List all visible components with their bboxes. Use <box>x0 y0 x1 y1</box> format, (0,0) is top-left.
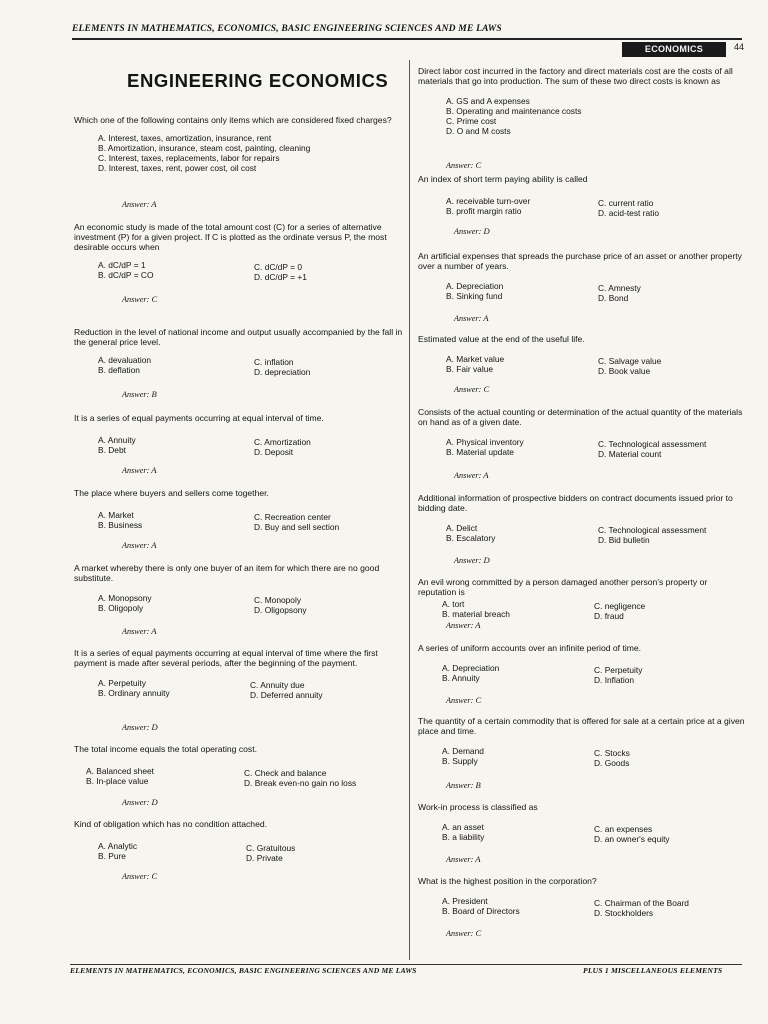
option: A. Demand <box>442 746 484 756</box>
options-list <box>98 510 404 534</box>
answer <box>122 465 157 476</box>
answer <box>122 626 157 637</box>
option: A. Delict <box>446 523 478 533</box>
answer-label: Answer: <box>446 855 474 864</box>
answer <box>454 226 490 237</box>
answer <box>446 854 481 865</box>
option: D. Goods <box>594 758 630 768</box>
question-text: It is a series of equal payments occurring at equal interval of time where the first payment is made after several periods, after the beginning of the payment. <box>74 648 378 668</box>
options-list <box>98 435 404 459</box>
question-block <box>418 251 746 323</box>
option: D. O and M costs <box>446 126 511 136</box>
question-block <box>74 819 404 881</box>
option: D. Interest, taxes, rent, power cost, oil cost <box>98 163 257 173</box>
option: C. Technological assessment <box>598 525 707 535</box>
option: C. Stocks <box>594 748 630 758</box>
answer-value: A <box>475 620 481 630</box>
option: B. Pure <box>98 851 126 861</box>
options-list <box>98 841 404 865</box>
question-text: Work-in process is classified as <box>418 802 538 812</box>
option: D. Break even-no gain no loss <box>244 778 357 788</box>
question-text: An economic study is made of the total amount cost (C) for a series of alternative investment (P) for a given project. If C is plotted as the ordinate versus P, the most desirable occurs when <box>74 222 387 252</box>
answer <box>122 294 157 305</box>
answer-value: D <box>483 226 490 236</box>
answer-label: Answer: <box>454 556 482 565</box>
option: D. Oligopsony <box>254 605 307 615</box>
option: D. Bid bulletin <box>598 535 650 545</box>
option: C. Chairman of the Board <box>594 898 689 908</box>
answer-value: C <box>475 160 482 170</box>
question-block <box>74 327 404 399</box>
option: D. Deposit <box>254 447 294 457</box>
options-list <box>98 260 404 284</box>
option: B. Board of Directors <box>442 906 520 916</box>
option: C. current ratio <box>598 198 654 208</box>
question-block <box>74 488 404 550</box>
option: C. Gratuitous <box>246 843 296 853</box>
option: C. Monopoly <box>254 595 302 605</box>
footer-right: PLUS 1 MISCELLANEOUS ELEMENTS <box>583 966 723 975</box>
question-block <box>418 66 746 170</box>
option: B. Sinking fund <box>446 291 503 301</box>
option: D. Private <box>246 853 283 863</box>
answer-value: C <box>475 695 482 705</box>
option: C. Perpetuity <box>594 665 643 675</box>
question-text: Reduction in the level of national income and output usually accompanied by the fall in the general price level. <box>74 327 403 347</box>
option: D. acid-test ratio <box>598 208 659 218</box>
option: B. a liability <box>442 832 485 842</box>
option: B. Ordinary annuity <box>98 688 170 698</box>
option: A. Perpetuity <box>98 678 146 688</box>
option: B. Fair value <box>446 364 494 374</box>
answer-label: Answer: <box>454 227 482 236</box>
option: D. dC/dP = +1 <box>254 272 307 282</box>
answer <box>122 389 157 400</box>
answer <box>446 620 481 631</box>
answer <box>454 313 489 324</box>
page-number: 44 <box>734 42 745 52</box>
answer-label: Answer: <box>454 385 482 394</box>
question-text: Consists of the actual counting or determination of the actual quantity of the materials on hand as of a given date. <box>418 407 743 427</box>
option: C. inflation <box>254 357 294 367</box>
answer-label: Answer: <box>446 161 474 170</box>
option: A. Interest, taxes, amortization, insurance, rent <box>98 133 272 143</box>
option: D. fraud <box>594 611 624 621</box>
question-block <box>418 407 746 480</box>
answer-label: Answer: <box>122 798 150 807</box>
answer <box>446 928 481 939</box>
answer-value: D <box>483 555 490 565</box>
option: A. Annuity <box>98 435 136 445</box>
option: A. an asset <box>442 822 484 832</box>
question-text: An index of short term paying ability is called <box>418 174 588 184</box>
option: C. Recreation center <box>254 512 331 522</box>
answer-value: B <box>475 780 481 790</box>
option: C. Check and balance <box>244 768 327 778</box>
options-list <box>446 354 746 378</box>
header-rule <box>72 38 742 40</box>
option: B. Material update <box>446 447 514 457</box>
question-text: Additional information of prospective bidders on contract documents issued prior to bidding date. <box>418 493 733 513</box>
option: D. Material count <box>598 449 662 459</box>
options-list <box>442 746 746 770</box>
answer <box>122 871 157 882</box>
question-text: An evil wrong committed by a person damaged another person's property or reputation is <box>418 577 708 597</box>
answer-value: A <box>151 540 157 550</box>
question-block <box>418 643 746 705</box>
answer <box>446 780 481 791</box>
answer-value: C <box>151 871 158 881</box>
question-block <box>418 493 746 565</box>
option: B. Oligopoly <box>98 603 144 613</box>
footer-rule <box>70 964 742 965</box>
option: A. Market value <box>446 354 505 364</box>
option: C. negligence <box>594 601 646 611</box>
running-header: ELEMENTS IN MATHEMATICS, ECONOMICS, BASIC ENGINEERING SCIENCES AND ME LAWS <box>72 24 502 34</box>
options-list <box>442 822 746 846</box>
question-block <box>74 744 404 807</box>
option: B. In-place value <box>86 776 149 786</box>
option: A. Balanced sheet <box>86 766 154 776</box>
option: C. Interest, taxes, replacements, labor for repairs <box>98 153 280 163</box>
footer-left: ELEMENTS IN MATHEMATICS, ECONOMICS, BASIC ENGINEERING SCIENCES AND ME LAWS <box>70 966 417 975</box>
option: B. Escalatory <box>446 533 496 543</box>
answer-value: A <box>475 854 481 864</box>
option: C. Amnesty <box>598 283 641 293</box>
question-block <box>418 334 746 394</box>
question-text: Direct labor cost incurred in the factory and direct materials cost are the costs of all materials that go into production. The sum of these two direct costs is known as <box>418 66 733 86</box>
answer-value: A <box>483 313 489 323</box>
answer-value: A <box>151 199 157 209</box>
page-title: ENGINEERING ECONOMICS <box>127 70 389 91</box>
answer-label: Answer: <box>446 781 474 790</box>
option: C. Annuity due <box>250 680 305 690</box>
answer-label: Answer: <box>454 471 482 480</box>
answer <box>454 384 489 395</box>
options-list <box>98 678 404 702</box>
question-block <box>74 413 404 475</box>
options-list <box>442 599 746 623</box>
option: A. Monopsony <box>98 593 152 603</box>
option: C. Amortization <box>254 437 311 447</box>
options-list <box>446 437 746 461</box>
answer <box>122 797 158 808</box>
option: B. Business <box>98 520 143 530</box>
option: A. receivable turn-over <box>446 196 531 206</box>
option: A. Depreciation <box>442 663 500 673</box>
option: D. an owner's equity <box>594 834 670 844</box>
answer <box>454 555 490 566</box>
option: B. Supply <box>442 756 478 766</box>
answer <box>446 695 481 706</box>
answer-value: B <box>151 389 157 399</box>
answer-value: C <box>151 294 158 304</box>
option: A. dC/dP = 1 <box>98 260 146 270</box>
question-text: A series of uniform accounts over an infinite period of time. <box>418 643 642 653</box>
answer-label: Answer: <box>122 627 150 636</box>
option: B. Amortization, insurance, steam cost, painting, cleaning <box>98 143 311 153</box>
option: C. Prime cost <box>446 116 497 126</box>
option: B. material breach <box>442 609 510 619</box>
question-text: The total income equals the total operating cost. <box>74 744 257 754</box>
question-text: Which one of the following contains only items which are considered fixed charges? <box>74 115 392 125</box>
answer-label: Answer: <box>122 295 150 304</box>
option: D. Inflation <box>594 675 635 685</box>
options-list <box>442 896 746 920</box>
options-list <box>98 133 404 177</box>
option: D. Stockholders <box>594 908 654 918</box>
question-block <box>74 648 404 732</box>
answer-value: A <box>151 626 157 636</box>
option: A. Physical inventory <box>446 437 524 447</box>
option: A. Analytic <box>98 841 138 851</box>
answer-label: Answer: <box>446 621 474 630</box>
option: D. Bond <box>598 293 629 303</box>
question-block <box>418 876 746 938</box>
option: B. Operating and maintenance costs <box>446 106 582 116</box>
option: B. Debt <box>98 445 126 455</box>
answer-value: D <box>151 797 158 807</box>
options-list <box>446 281 746 305</box>
option: A. Depreciation <box>446 281 504 291</box>
column-divider <box>409 60 410 960</box>
answer-value: C <box>483 384 490 394</box>
answer-label: Answer: <box>122 723 150 732</box>
answer-label: Answer: <box>122 390 150 399</box>
question-text: A market whereby there is only one buyer of an item for which there are no good substitute. <box>74 563 380 583</box>
answer-label: Answer: <box>454 314 482 323</box>
options-list <box>446 196 746 220</box>
question-block <box>74 222 404 304</box>
answer-value: D <box>151 722 158 732</box>
option: D. Buy and sell section <box>254 522 340 532</box>
question-text: Estimated value at the end of the useful life. <box>418 334 585 344</box>
answer-label: Answer: <box>122 466 150 475</box>
answer <box>454 470 489 481</box>
answer <box>122 540 157 551</box>
question-block <box>418 577 746 630</box>
options-list <box>446 523 746 547</box>
option: A. GS and A expenses <box>446 96 530 106</box>
question-block <box>74 563 404 636</box>
option: A. tort <box>442 599 465 609</box>
question-block <box>418 716 746 790</box>
option: B. Annuity <box>442 673 480 683</box>
options-list <box>98 593 404 617</box>
answer-value: A <box>151 465 157 475</box>
options-list <box>442 663 746 687</box>
option: C. an expenses <box>594 824 653 834</box>
answer-label: Answer: <box>122 541 150 550</box>
answer-label: Answer: <box>122 872 150 881</box>
question-text: Kind of obligation which has no condition attached. <box>74 819 268 829</box>
question-block <box>418 174 746 236</box>
option: A. devaluation <box>98 355 152 365</box>
answer <box>122 199 157 210</box>
option: B. deflation <box>98 365 140 375</box>
question-text: The place where buyers and sellers come together. <box>74 488 269 498</box>
question-text: It is a series of equal payments occurring at equal interval of time. <box>74 413 324 423</box>
question-text: An artificial expenses that spreads the purchase price of an asset or another property over a number of years. <box>418 251 742 271</box>
question-text: The quantity of a certain commodity that is offered for sale at a certain price at a given place and time. <box>418 716 745 736</box>
options-list <box>86 766 404 790</box>
option: D. depreciation <box>254 367 311 377</box>
answer-value: A <box>483 470 489 480</box>
option: C. dC/dP = 0 <box>254 262 303 272</box>
answer <box>122 722 158 733</box>
question-block <box>74 115 404 209</box>
answer <box>446 160 481 171</box>
question-block <box>418 802 746 864</box>
option: A. Market <box>98 510 134 520</box>
option: D. Book value <box>598 366 651 376</box>
option: A. President <box>442 896 488 906</box>
option: B. dC/dP = CO <box>98 270 154 280</box>
question-text: What is the highest position in the corporation? <box>418 876 597 886</box>
options-list <box>446 96 746 140</box>
option: C. Salvage value <box>598 356 662 366</box>
option: B. profit margin ratio <box>446 206 522 216</box>
option: D. Deferred annuity <box>250 690 323 700</box>
answer-value: C <box>475 928 482 938</box>
section-tag: ECONOMICS <box>622 42 726 57</box>
options-list <box>98 355 404 379</box>
answer-label: Answer: <box>122 200 150 209</box>
answer-label: Answer: <box>446 696 474 705</box>
option: C. Technological assessment <box>598 439 707 449</box>
answer-label: Answer: <box>446 929 474 938</box>
